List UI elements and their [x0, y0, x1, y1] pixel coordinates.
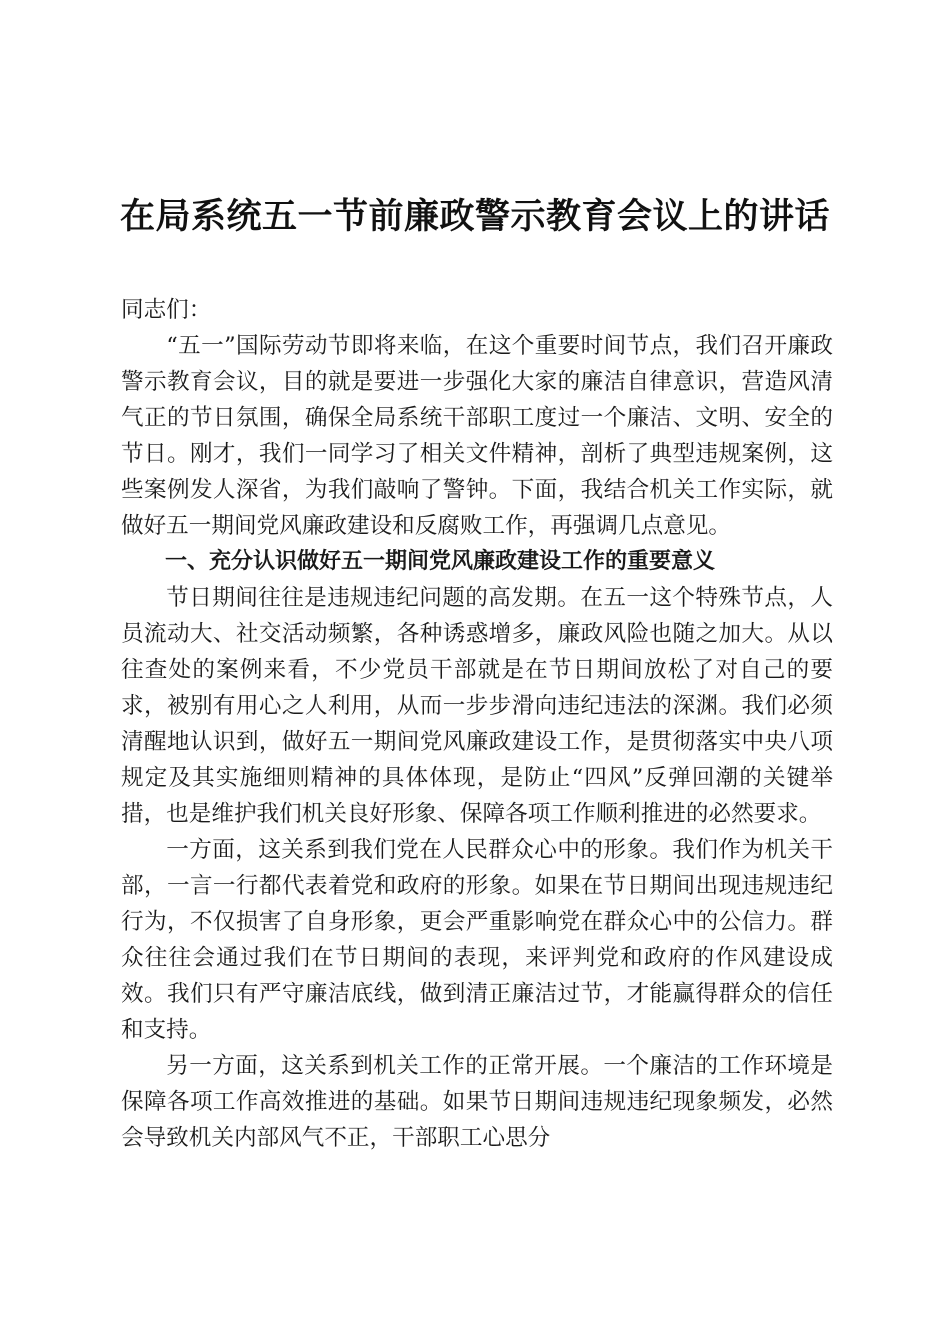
paragraph-image-of-party: 一方面，这关系到我们党在人民群众心中的形象。我们作为机关干部，一言一行都代表着党和政府的形象。如果在节日期间出现违规违纪行为，不仅损害了自身形象，更会严重影响党在群众心中的公信力。群众往往会通过我们在节日期间的表现，来评判党和政府的作风建设成效。我们只有严守廉洁底线，做到清正廉洁过节，才能赢得群众的信任和支持。 [121, 837, 833, 1043]
document-body [121, 292, 833, 1156]
document-title: 在局系统五一节前廉政警示教育会议上的讲话 [119, 196, 830, 237]
section-heading-1: 一、充分认识做好五一期间党风廉政建设工作的重要意义 [165, 549, 716, 574]
salutation: 同志们： [121, 297, 212, 323]
paragraph-work-environment: 另一方面，这关系到机关工作的正常开展。一个廉洁的工作环境是保障各项工作高效推进的基础。如果节日期间违规违纪现象频发，必然会导致机关内部风气不正，干部职工心思分 [121, 1053, 833, 1151]
paragraph-significance: 节日期间往往是违规违纪问题的高发期。在五一这个特殊节点，人员流动大、社交活动频繁，各种诱惑增多，廉政风险也随之加大。从以往查处的案例来看，不少党员干部就是在节日期间放松了对自己的要求，被别有用心之人利用，从而一步步滑向违纪违法的深渊。我们必须清醒地认识到，做好五一期间党风廉政建设工作，是贯彻落实中央八项规定及其实施细则精神的具体体现，是防止“四风”反弹回潮的关键举措，也是维护我们机关良好形象、保障各项工作顺利推进的必然要求。 [121, 585, 833, 827]
paragraph-intro: “五一”国际劳动节即将来临，在这个重要时间节点，我们召开廉政警示教育会议，目的就是要进一步强化大家的廉洁自律意识，营造风清气正的节日氛围，确保全局系统干部职工度过一个廉洁、文明、安全的节日。刚才，我们一同学习了相关文件精神，剖析了典型违规案例，这些案例发人深省，为我们敲响了警钟。下面，我结合机关工作实际，就做好五一期间党风廉政建设和反腐败工作，再强调几点意见。 [121, 333, 833, 539]
